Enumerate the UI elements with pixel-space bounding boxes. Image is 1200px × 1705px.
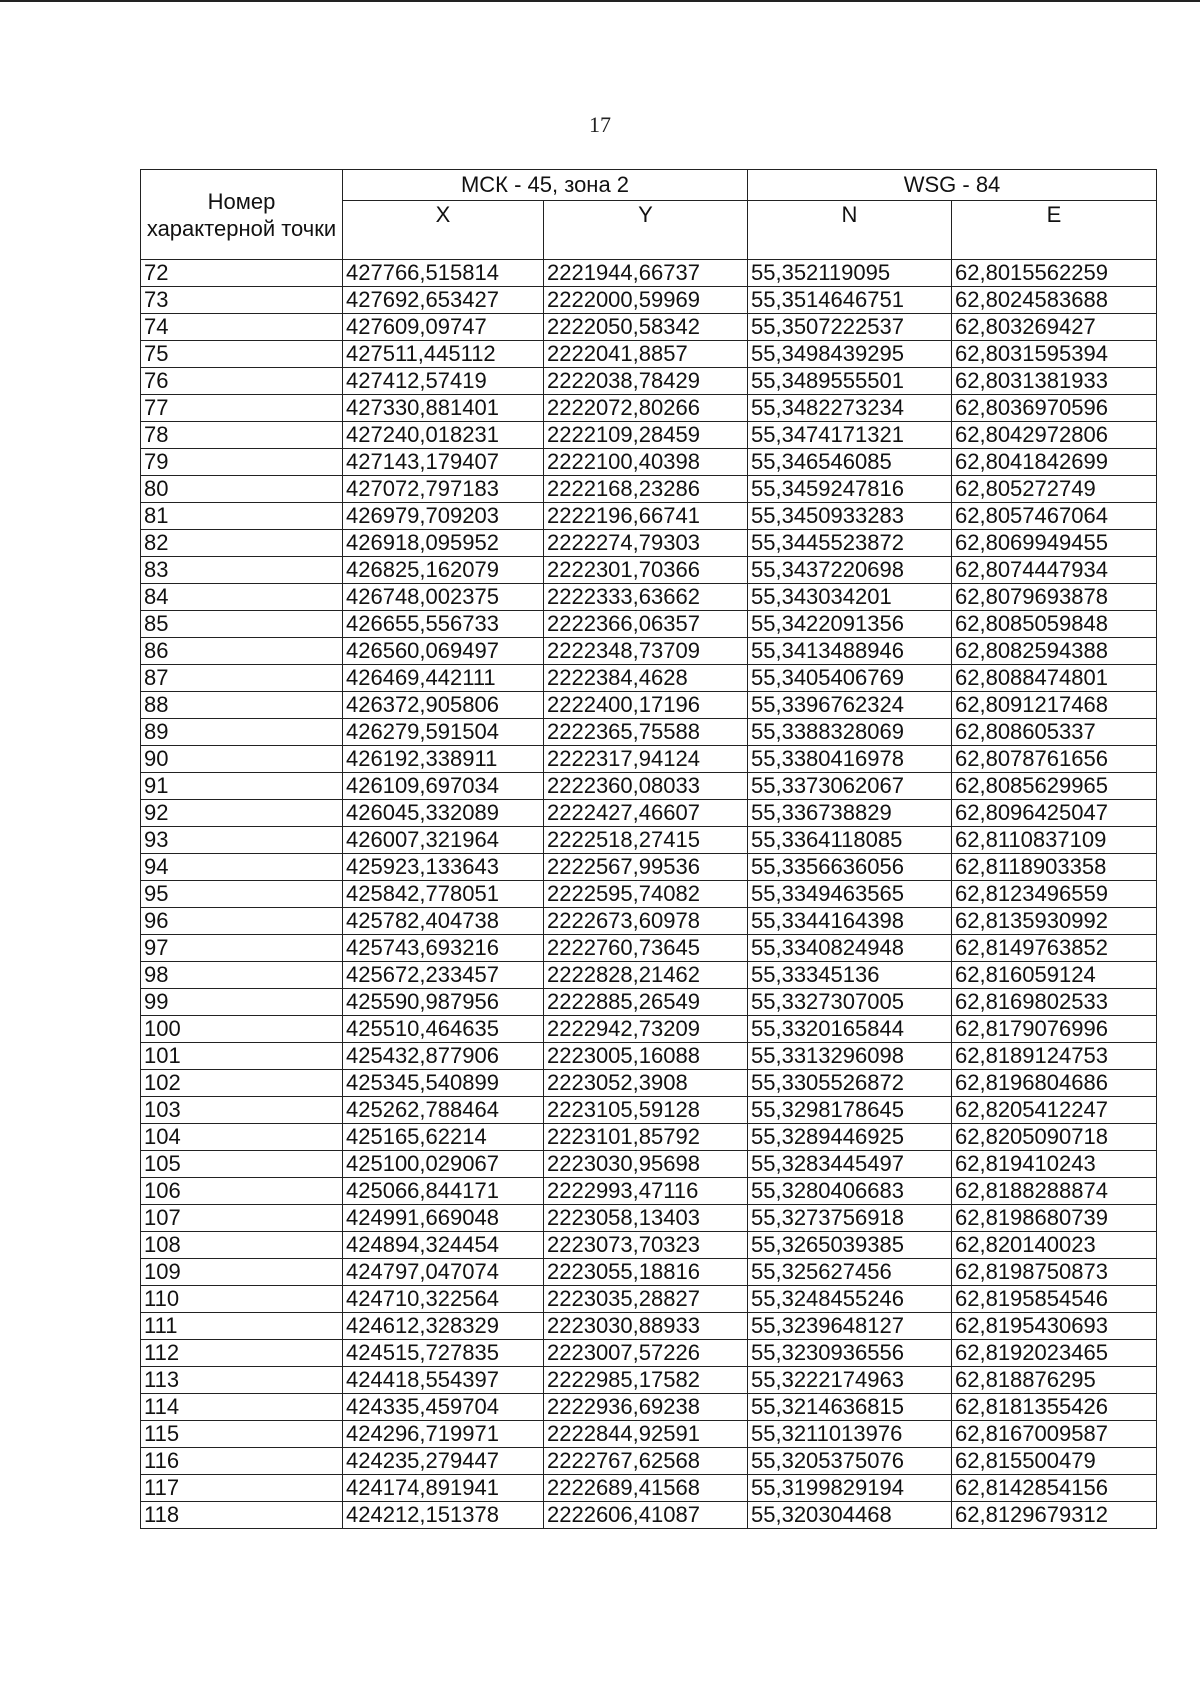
table-row <box>141 341 1157 368</box>
x-cell: 425590,987956 <box>343 989 544 1016</box>
e-cell: 62,8079693878 <box>952 584 1157 611</box>
n-cell: 55,3356636056 <box>748 854 952 881</box>
point-number-cell: 80 <box>141 476 343 503</box>
y-cell: 2222427,46607 <box>544 800 748 827</box>
table-row <box>141 719 1157 746</box>
point-number-cell: 78 <box>141 422 343 449</box>
point-number-cell: 81 <box>141 503 343 530</box>
e-cell: 62,8198680739 <box>952 1205 1157 1232</box>
n-cell: 55,343034201 <box>748 584 952 611</box>
y-cell: 2222041,8857 <box>544 341 748 368</box>
n-cell: 55,3222174963 <box>748 1367 952 1394</box>
e-cell: 62,8195854546 <box>952 1286 1157 1313</box>
table-row <box>141 1394 1157 1421</box>
e-cell: 62,8195430693 <box>952 1313 1157 1340</box>
n-cell: 55,3349463565 <box>748 881 952 908</box>
n-cell: 55,3459247816 <box>748 476 952 503</box>
x-cell: 425743,693216 <box>343 935 544 962</box>
x-cell: 427143,179407 <box>343 449 544 476</box>
y-cell: 2222196,66741 <box>544 503 748 530</box>
e-cell: 62,8179076996 <box>952 1016 1157 1043</box>
e-cell: 62,808605337 <box>952 719 1157 746</box>
y-cell: 2222567,99536 <box>544 854 748 881</box>
x-cell: 426825,162079 <box>343 557 544 584</box>
point-number-cell: 111 <box>141 1313 343 1340</box>
e-cell: 62,8031381933 <box>952 368 1157 395</box>
point-number-cell: 72 <box>141 260 343 287</box>
table-row <box>141 773 1157 800</box>
n-cell: 55,3327307005 <box>748 989 952 1016</box>
point-number-cell: 107 <box>141 1205 343 1232</box>
x-cell: 424418,554397 <box>343 1367 544 1394</box>
x-cell: 427412,57419 <box>343 368 544 395</box>
x-cell: 426007,321964 <box>343 827 544 854</box>
point-number-cell: 84 <box>141 584 343 611</box>
e-cell: 62,8085629965 <box>952 773 1157 800</box>
x-cell: 424174,891941 <box>343 1475 544 1502</box>
point-number-cell: 110 <box>141 1286 343 1313</box>
x-column-header: X <box>343 201 544 260</box>
table-row <box>141 1475 1157 1502</box>
x-cell: 425510,464635 <box>343 1016 544 1043</box>
x-cell: 425923,133643 <box>343 854 544 881</box>
e-cell: 62,8189124753 <box>952 1043 1157 1070</box>
x-cell: 427072,797183 <box>343 476 544 503</box>
e-cell: 62,8074447934 <box>952 557 1157 584</box>
n-cell: 55,3450933283 <box>748 503 952 530</box>
n-cell: 55,3507222537 <box>748 314 952 341</box>
n-cell: 55,336738829 <box>748 800 952 827</box>
table-row <box>141 962 1157 989</box>
x-cell: 425782,404738 <box>343 908 544 935</box>
n-cell: 55,3422091356 <box>748 611 952 638</box>
x-cell: 427330,881401 <box>343 395 544 422</box>
n-cell: 55,3265039385 <box>748 1232 952 1259</box>
n-cell: 55,3239648127 <box>748 1313 952 1340</box>
point-number-cell: 106 <box>141 1178 343 1205</box>
e-cell: 62,8149763852 <box>952 935 1157 962</box>
table-row <box>141 935 1157 962</box>
point-number-cell: 95 <box>141 881 343 908</box>
e-cell: 62,8078761656 <box>952 746 1157 773</box>
n-cell: 55,3388328069 <box>748 719 952 746</box>
point-number-cell: 112 <box>141 1340 343 1367</box>
x-cell: 426279,591504 <box>343 719 544 746</box>
point-number-cell: 99 <box>141 989 343 1016</box>
n-cell: 55,3320165844 <box>748 1016 952 1043</box>
e-cell: 62,803269427 <box>952 314 1157 341</box>
table-row <box>141 989 1157 1016</box>
e-cell: 62,8192023465 <box>952 1340 1157 1367</box>
table-row <box>141 908 1157 935</box>
x-cell: 427240,018231 <box>343 422 544 449</box>
x-cell: 427766,515814 <box>343 260 544 287</box>
x-cell: 425842,778051 <box>343 881 544 908</box>
n-cell: 55,3340824948 <box>748 935 952 962</box>
point-number-cell: 96 <box>141 908 343 935</box>
n-cell: 55,352119095 <box>748 260 952 287</box>
y-cell: 2222100,40398 <box>544 449 748 476</box>
point-number-cell: 101 <box>141 1043 343 1070</box>
table-row <box>141 260 1157 287</box>
table-row <box>141 1502 1157 1529</box>
e-column-header: E <box>952 201 1157 260</box>
y-cell: 2223030,88933 <box>544 1313 748 1340</box>
table-row <box>141 395 1157 422</box>
table-row <box>141 1286 1157 1313</box>
x-cell: 424235,279447 <box>343 1448 544 1475</box>
n-cell: 55,3405406769 <box>748 665 952 692</box>
table-row <box>141 1016 1157 1043</box>
table-row <box>141 1043 1157 1070</box>
e-cell: 62,820140023 <box>952 1232 1157 1259</box>
e-cell: 62,8135930992 <box>952 908 1157 935</box>
e-cell: 62,8057467064 <box>952 503 1157 530</box>
msk-zone-header: МСК - 45, зона 2 <box>343 170 748 201</box>
n-cell: 55,3514646751 <box>748 287 952 314</box>
y-cell: 2222942,73209 <box>544 1016 748 1043</box>
y-cell: 2222301,70366 <box>544 557 748 584</box>
y-cell: 2222333,63662 <box>544 584 748 611</box>
y-cell: 2222828,21462 <box>544 962 748 989</box>
x-cell: 426979,709203 <box>343 503 544 530</box>
table-row <box>141 422 1157 449</box>
y-cell: 2222365,75588 <box>544 719 748 746</box>
point-number-cell: 100 <box>141 1016 343 1043</box>
table-row <box>141 800 1157 827</box>
table-row <box>141 854 1157 881</box>
n-cell: 55,3211013976 <box>748 1421 952 1448</box>
table-row <box>141 314 1157 341</box>
y-cell: 2222689,41568 <box>544 1475 748 1502</box>
table-row <box>141 1448 1157 1475</box>
point-number-cell: 76 <box>141 368 343 395</box>
n-cell: 55,320304468 <box>748 1502 952 1529</box>
e-cell: 62,819410243 <box>952 1151 1157 1178</box>
n-cell: 55,3298178645 <box>748 1097 952 1124</box>
e-cell: 62,8123496559 <box>952 881 1157 908</box>
x-cell: 425672,233457 <box>343 962 544 989</box>
y-cell: 2223007,57226 <box>544 1340 748 1367</box>
x-cell: 424991,669048 <box>343 1205 544 1232</box>
y-cell: 2223055,18816 <box>544 1259 748 1286</box>
n-cell: 55,3289446925 <box>748 1124 952 1151</box>
x-cell: 426045,332089 <box>343 800 544 827</box>
y-cell: 2222936,69238 <box>544 1394 748 1421</box>
n-cell: 55,33345136 <box>748 962 952 989</box>
e-cell: 62,816059124 <box>952 962 1157 989</box>
e-cell: 62,8110837109 <box>952 827 1157 854</box>
n-cell: 55,3437220698 <box>748 557 952 584</box>
x-cell: 427511,445112 <box>343 341 544 368</box>
y-cell: 2222885,26549 <box>544 989 748 1016</box>
y-cell: 2222400,17196 <box>544 692 748 719</box>
table-row <box>141 1205 1157 1232</box>
x-cell: 425066,844171 <box>343 1178 544 1205</box>
point-number-cell: 73 <box>141 287 343 314</box>
x-cell: 424612,328329 <box>343 1313 544 1340</box>
x-cell: 425100,029067 <box>343 1151 544 1178</box>
y-cell: 2222050,58342 <box>544 314 748 341</box>
point-number-cell: 97 <box>141 935 343 962</box>
y-cell: 2221944,66737 <box>544 260 748 287</box>
point-number-cell: 74 <box>141 314 343 341</box>
e-cell: 62,8082594388 <box>952 638 1157 665</box>
y-cell: 2222595,74082 <box>544 881 748 908</box>
x-cell: 427692,653427 <box>343 287 544 314</box>
e-cell: 62,8024583688 <box>952 287 1157 314</box>
x-cell: 426192,338911 <box>343 746 544 773</box>
y-cell: 2222274,79303 <box>544 530 748 557</box>
e-cell: 62,8091217468 <box>952 692 1157 719</box>
n-cell: 55,3280406683 <box>748 1178 952 1205</box>
table-row <box>141 1313 1157 1340</box>
wsg-header: WSG - 84 <box>748 170 1157 201</box>
n-cell: 55,3445523872 <box>748 530 952 557</box>
table-row <box>141 530 1157 557</box>
y-cell: 2223073,70323 <box>544 1232 748 1259</box>
table-row <box>141 287 1157 314</box>
point-number-cell: 85 <box>141 611 343 638</box>
y-cell: 2222985,17582 <box>544 1367 748 1394</box>
y-cell: 2223052,3908 <box>544 1070 748 1097</box>
e-cell: 62,805272749 <box>952 476 1157 503</box>
table-row <box>141 1367 1157 1394</box>
point-number-cell: 87 <box>141 665 343 692</box>
y-cell: 2222760,73645 <box>544 935 748 962</box>
e-cell: 62,8129679312 <box>952 1502 1157 1529</box>
e-cell: 62,815500479 <box>952 1448 1157 1475</box>
table-row <box>141 611 1157 638</box>
y-cell: 2222038,78429 <box>544 368 748 395</box>
y-cell: 2222606,41087 <box>544 1502 748 1529</box>
x-cell: 426560,069497 <box>343 638 544 665</box>
e-cell: 62,8196804686 <box>952 1070 1157 1097</box>
e-cell: 62,8169802533 <box>952 989 1157 1016</box>
point-number-cell: 108 <box>141 1232 343 1259</box>
y-cell: 2222767,62568 <box>544 1448 748 1475</box>
table-row <box>141 665 1157 692</box>
n-cell: 55,3273756918 <box>748 1205 952 1232</box>
n-cell: 55,3344164398 <box>748 908 952 935</box>
x-cell: 424797,047074 <box>343 1259 544 1286</box>
e-cell: 62,818876295 <box>952 1367 1157 1394</box>
y-cell: 2223005,16088 <box>544 1043 748 1070</box>
point-number-cell: 75 <box>141 341 343 368</box>
n-cell: 55,3489555501 <box>748 368 952 395</box>
x-cell: 426109,697034 <box>343 773 544 800</box>
table-row <box>141 584 1157 611</box>
y-cell: 2222673,60978 <box>544 908 748 935</box>
table-row <box>141 881 1157 908</box>
n-cell: 55,3248455246 <box>748 1286 952 1313</box>
page-number: 17 <box>589 112 611 137</box>
e-cell: 62,8198750873 <box>952 1259 1157 1286</box>
table-row <box>141 1151 1157 1178</box>
x-cell: 425262,788464 <box>343 1097 544 1124</box>
n-cell: 55,3283445497 <box>748 1151 952 1178</box>
table-row <box>141 1340 1157 1367</box>
n-cell: 55,325627456 <box>748 1259 952 1286</box>
y-cell: 2222348,73709 <box>544 638 748 665</box>
n-cell: 55,3498439295 <box>748 341 952 368</box>
top-edge-rule <box>0 0 1200 2</box>
y-cell: 2223035,28827 <box>544 1286 748 1313</box>
point-number-cell: 103 <box>141 1097 343 1124</box>
y-cell: 2223101,85792 <box>544 1124 748 1151</box>
y-cell: 2222993,47116 <box>544 1178 748 1205</box>
header-row-groups <box>141 170 1157 201</box>
table-row <box>141 1178 1157 1205</box>
table-row <box>141 1097 1157 1124</box>
table-header <box>141 170 1157 260</box>
x-cell: 424894,324454 <box>343 1232 544 1259</box>
y-cell: 2223105,59128 <box>544 1097 748 1124</box>
x-cell: 425345,540899 <box>343 1070 544 1097</box>
x-cell: 425432,877906 <box>343 1043 544 1070</box>
point-number-cell: 109 <box>141 1259 343 1286</box>
table-row <box>141 1070 1157 1097</box>
point-number-cell: 77 <box>141 395 343 422</box>
x-cell: 424296,719971 <box>343 1421 544 1448</box>
e-cell: 62,8088474801 <box>952 665 1157 692</box>
n-cell: 55,3364118085 <box>748 827 952 854</box>
table-row <box>141 692 1157 719</box>
point-number-cell: 104 <box>141 1124 343 1151</box>
y-column-header: Y <box>544 201 748 260</box>
y-cell: 2222000,59969 <box>544 287 748 314</box>
point-number-cell: 90 <box>141 746 343 773</box>
e-cell: 62,8167009587 <box>952 1421 1157 1448</box>
x-cell: 424515,727835 <box>343 1340 544 1367</box>
n-column-header: N <box>748 201 952 260</box>
table-row <box>141 503 1157 530</box>
e-cell: 62,8205412247 <box>952 1097 1157 1124</box>
point-number-cell: 83 <box>141 557 343 584</box>
e-cell: 62,8142854156 <box>952 1475 1157 1502</box>
e-cell: 62,8205090718 <box>952 1124 1157 1151</box>
point-number-cell: 92 <box>141 800 343 827</box>
coordinates-table <box>140 169 1157 1529</box>
y-cell: 2222109,28459 <box>544 422 748 449</box>
point-number-cell: 115 <box>141 1421 343 1448</box>
point-number-cell: 114 <box>141 1394 343 1421</box>
table-row <box>141 638 1157 665</box>
point-number-header: Номер характерной точки <box>141 170 343 260</box>
n-cell: 55,3214636815 <box>748 1394 952 1421</box>
point-number-cell: 105 <box>141 1151 343 1178</box>
point-number-cell: 98 <box>141 962 343 989</box>
x-cell: 425165,62214 <box>343 1124 544 1151</box>
n-cell: 55,3380416978 <box>748 746 952 773</box>
table-row <box>141 827 1157 854</box>
n-cell: 55,3230936556 <box>748 1340 952 1367</box>
table-row <box>141 368 1157 395</box>
table-row <box>141 1124 1157 1151</box>
n-cell: 55,3373062067 <box>748 773 952 800</box>
x-cell: 426469,442111 <box>343 665 544 692</box>
n-cell: 55,3199829194 <box>748 1475 952 1502</box>
x-cell: 426748,002375 <box>343 584 544 611</box>
y-cell: 2222366,06357 <box>544 611 748 638</box>
x-cell: 426655,556733 <box>343 611 544 638</box>
point-number-cell: 93 <box>141 827 343 854</box>
point-number-cell: 79 <box>141 449 343 476</box>
e-cell: 62,8036970596 <box>952 395 1157 422</box>
point-number-cell: 117 <box>141 1475 343 1502</box>
y-cell: 2222317,94124 <box>544 746 748 773</box>
x-cell: 426918,095952 <box>343 530 544 557</box>
point-number-cell: 116 <box>141 1448 343 1475</box>
n-cell: 55,3396762324 <box>748 692 952 719</box>
table-row <box>141 449 1157 476</box>
table-row <box>141 1259 1157 1286</box>
table-row <box>141 557 1157 584</box>
point-number-cell: 86 <box>141 638 343 665</box>
e-cell: 62,8069949455 <box>952 530 1157 557</box>
x-cell: 424212,151378 <box>343 1502 544 1529</box>
point-number-cell: 88 <box>141 692 343 719</box>
point-number-cell: 82 <box>141 530 343 557</box>
table-row <box>141 476 1157 503</box>
n-cell: 55,3313296098 <box>748 1043 952 1070</box>
y-cell: 2222168,23286 <box>544 476 748 503</box>
x-cell: 426372,905806 <box>343 692 544 719</box>
point-number-cell: 94 <box>141 854 343 881</box>
n-cell: 55,3305526872 <box>748 1070 952 1097</box>
point-number-cell: 91 <box>141 773 343 800</box>
point-number-cell: 118 <box>141 1502 343 1529</box>
y-cell: 2222844,92591 <box>544 1421 748 1448</box>
n-cell: 55,3413488946 <box>748 638 952 665</box>
e-cell: 62,8118903358 <box>952 854 1157 881</box>
e-cell: 62,8085059848 <box>952 611 1157 638</box>
point-number-cell: 113 <box>141 1367 343 1394</box>
point-number-cell: 89 <box>141 719 343 746</box>
y-cell: 2222384,4628 <box>544 665 748 692</box>
n-cell: 55,3205375076 <box>748 1448 952 1475</box>
e-cell: 62,8042972806 <box>952 422 1157 449</box>
table-body <box>141 260 1157 1529</box>
n-cell: 55,346546085 <box>748 449 952 476</box>
y-cell: 2222360,08033 <box>544 773 748 800</box>
table-row <box>141 1421 1157 1448</box>
e-cell: 62,8031595394 <box>952 341 1157 368</box>
table-row <box>141 1232 1157 1259</box>
y-cell: 2222072,80266 <box>544 395 748 422</box>
n-cell: 55,3482273234 <box>748 395 952 422</box>
y-cell: 2223058,13403 <box>544 1205 748 1232</box>
e-cell: 62,8188288874 <box>952 1178 1157 1205</box>
y-cell: 2222518,27415 <box>544 827 748 854</box>
table-row <box>141 746 1157 773</box>
e-cell: 62,8181355426 <box>952 1394 1157 1421</box>
y-cell: 2223030,95698 <box>544 1151 748 1178</box>
e-cell: 62,8015562259 <box>952 260 1157 287</box>
e-cell: 62,8096425047 <box>952 800 1157 827</box>
x-cell: 427609,09747 <box>343 314 544 341</box>
e-cell: 62,8041842699 <box>952 449 1157 476</box>
x-cell: 424710,322564 <box>343 1286 544 1313</box>
n-cell: 55,3474171321 <box>748 422 952 449</box>
x-cell: 424335,459704 <box>343 1394 544 1421</box>
point-number-cell: 102 <box>141 1070 343 1097</box>
